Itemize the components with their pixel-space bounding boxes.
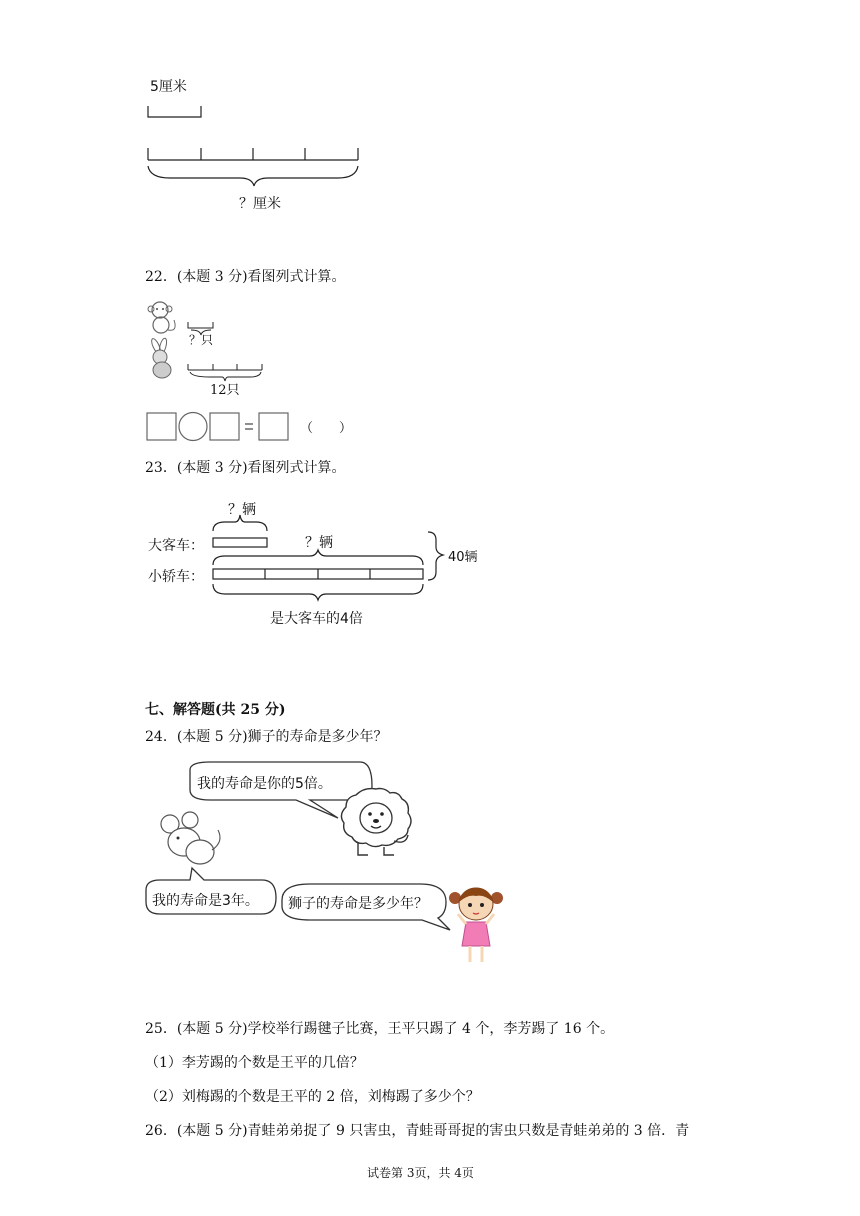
monkey-count-label: ？只 — [189, 333, 214, 347]
mouse-icon — [156, 812, 226, 870]
total-length-label: ？厘米 — [239, 196, 281, 212]
question-23: 23．(本题 3 分)看图列式计算。 — [145, 460, 346, 476]
girl-speech: 狮子的寿命是多少年？ — [288, 896, 428, 912]
car-label: 小轿车： — [148, 569, 204, 585]
girl-icon — [448, 884, 504, 966]
question-25-part-1: （1）李芳踢的个数是王平的几倍？ — [145, 1055, 364, 1071]
multiple-label: 是大客车的4倍 — [270, 611, 363, 627]
car-question-label: ？辆 — [305, 535, 333, 551]
page-footer: 试卷第 3页，共 4页 — [367, 1166, 474, 1180]
section-7-title: 七、解答题(共 25 分) — [145, 702, 286, 718]
question-25-part-2: （2）刘梅踢的个数是王平的 2 倍，刘梅踢了多少个？ — [145, 1089, 480, 1105]
question-25: 25．(本题 5 分)学校举行踢毽子比赛，王平只踢了 4 个，李芳踢了 16 个。 — [145, 1021, 615, 1037]
answer-parentheses: （ ） — [300, 421, 353, 436]
question-24: 24．(本题 5 分)狮子的寿命是多少年？ — [145, 729, 388, 745]
question-22: 22．(本题 3 分)看图列式计算。 — [145, 269, 346, 285]
mouse-speech: 我的寿命是3年。 — [152, 893, 259, 909]
lion-speech: 我的寿命是你的5倍。 — [197, 776, 332, 792]
lion-icon — [336, 785, 416, 859]
unit-length-label: 5厘米 — [150, 79, 187, 95]
total-label: 40辆 — [448, 550, 478, 565]
rabbit-count-label: 12只 — [210, 383, 240, 398]
bus-label: 大客车： — [148, 538, 204, 554]
question-26: 26．(本题 5 分)青蛙弟弟捉了 9 只害虫，青蛙哥哥捉的害虫只数是青蛙弟弟的 3 倍．青 — [145, 1123, 690, 1139]
bus-question-label: ？辆 — [228, 502, 256, 518]
